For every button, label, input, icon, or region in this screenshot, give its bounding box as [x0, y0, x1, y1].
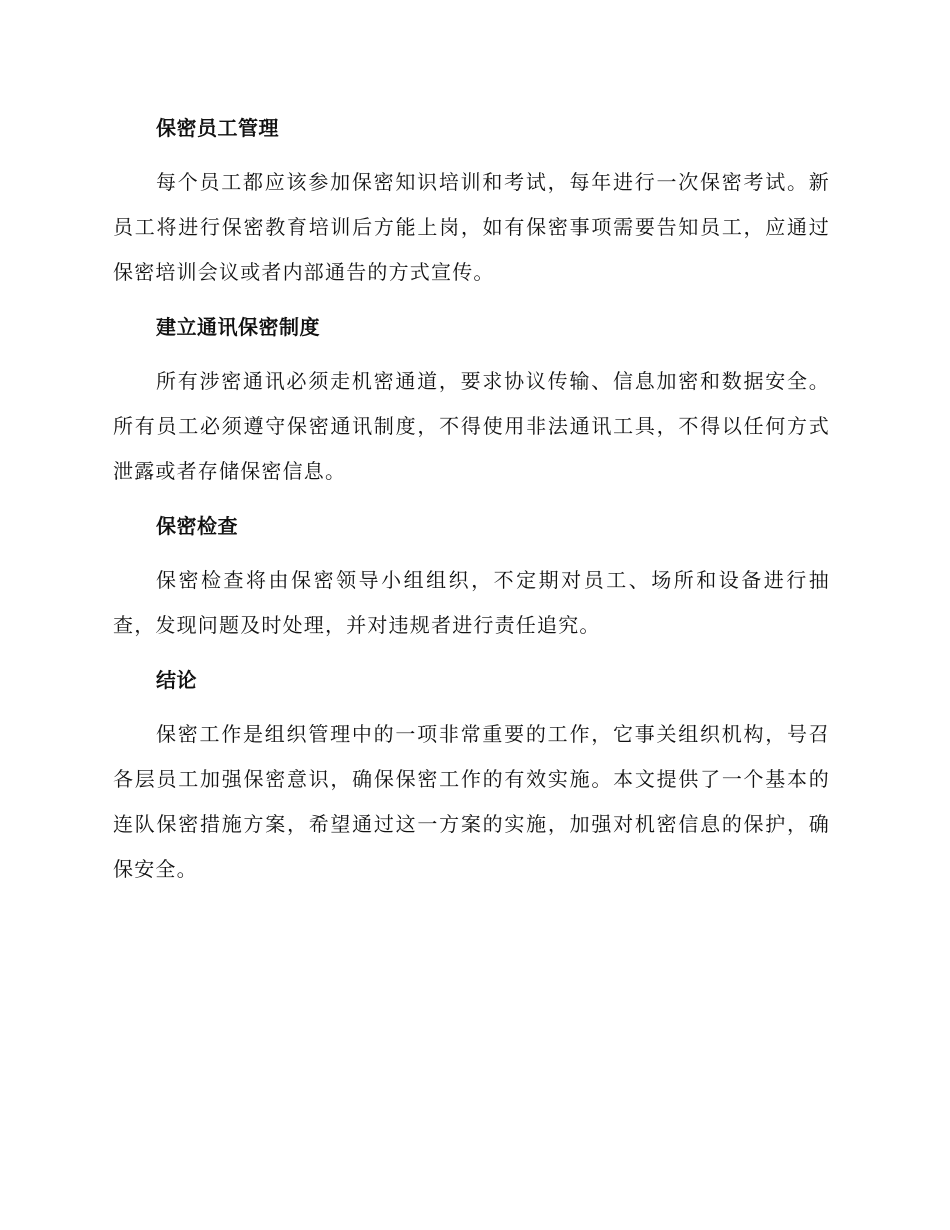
section-paragraph-communication-policy: 所有涉密通讯必须走机密通道，要求协议传输、信息加密和数据安全。所有员工必须遵守保密通讯制度，不得使用非法通讯工具，不得以任何方式泄露或者存储保密信息。	[113, 369, 830, 483]
spacer	[113, 544, 830, 558]
section-paragraph-staff-management: 每个员工都应该参加保密知识培训和考试，每年进行一次保密考试。新员工将进行保密教育培训后方能上岗，如有保密事项需要告知员工，应通过保密培训会议或者内部通告的方式宣传。	[113, 170, 830, 284]
spacer	[113, 698, 830, 712]
spacer	[113, 345, 830, 359]
spacer	[113, 494, 830, 508]
spacer	[113, 295, 830, 309]
section-heading-conclusion: 结论	[156, 668, 197, 692]
spacer	[113, 648, 830, 662]
section-heading-communication-policy: 建立通讯保密制度	[156, 315, 320, 339]
document-body	[113, 110, 830, 892]
spacer	[113, 146, 830, 160]
section-paragraph-inspection: 保密检查将由保密领导小组组织，不定期对员工、场所和设备进行抽查，发现问题及时处理，并对违规者进行责任追究。	[113, 568, 830, 637]
section-heading-staff-management: 保密员工管理	[156, 116, 279, 140]
section-heading-inspection: 保密检查	[156, 514, 238, 538]
section-paragraph-conclusion: 保密工作是组织管理中的一项非常重要的工作，它事关组织机构，号召各层员工加强保密意识，确保保密工作的有效实施。本文提供了一个基本的连队保密措施方案，希望通过这一方案的实施，加强对机密信息的保护，确保安全。	[113, 722, 830, 881]
